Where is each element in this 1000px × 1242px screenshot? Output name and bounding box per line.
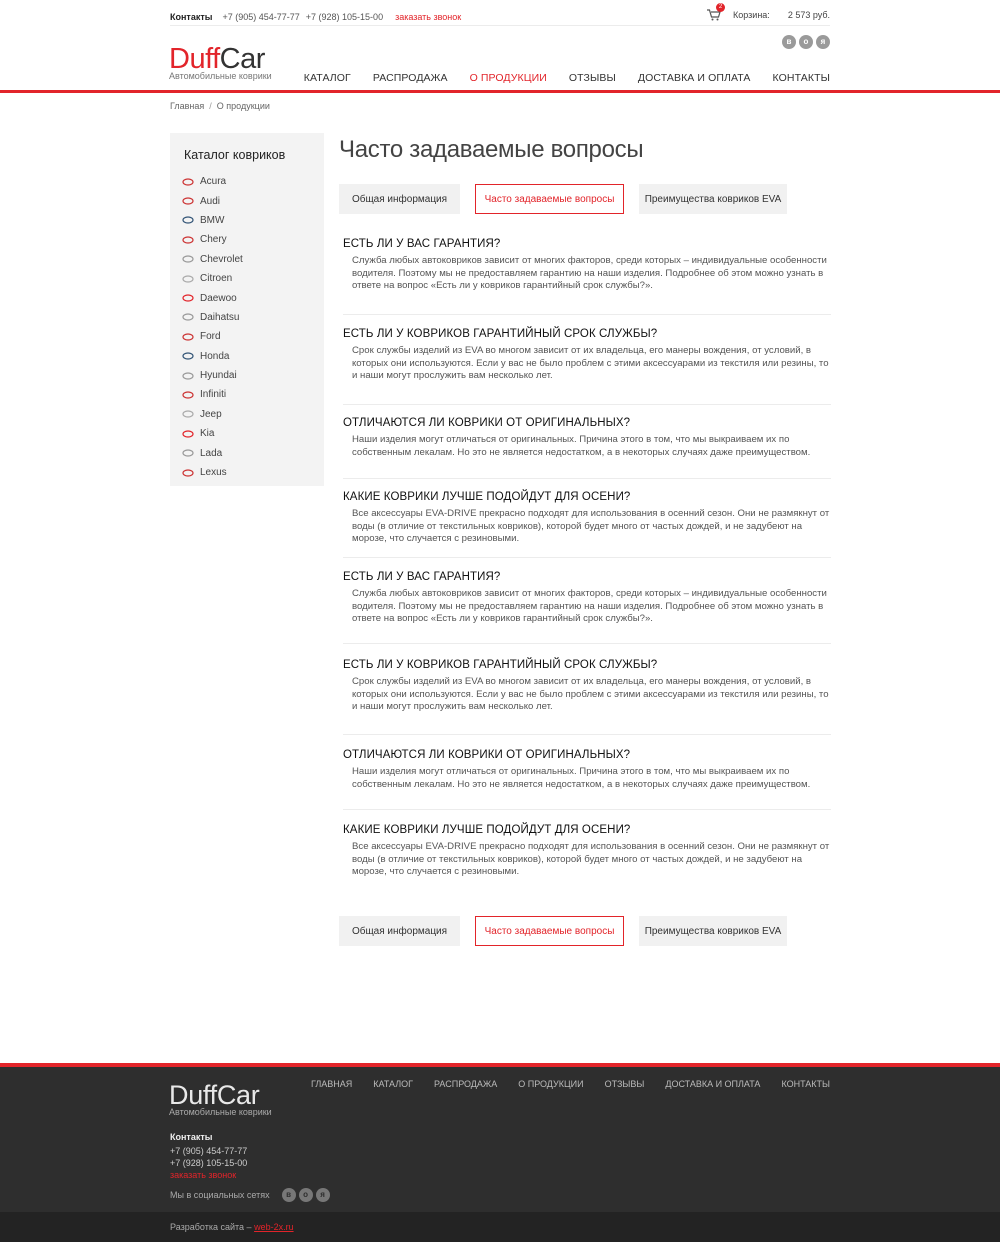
vk-icon[interactable]: в [282,1188,296,1202]
tab-general-info[interactable]: Общая информация [339,916,460,946]
brand-logo-icon [182,429,194,439]
tab-faq[interactable]: Часто задаваемые вопросы [475,916,624,946]
brand-logo-icon [182,274,194,284]
nav-sale[interactable]: РАСПРОДАЖА [372,72,448,84]
sidebar-brand-label: Kia [200,428,215,440]
sidebar-brand-citroen[interactable] [182,269,324,288]
sidebar-brand-label: Lexus [200,467,227,479]
cart-icon[interactable] [707,4,723,21]
footer-nav-delivery[interactable]: ДОСТАВКА И ОПЛАТА [665,1079,761,1089]
footer-phone-2[interactable]: +7 (928) 105-15-00 [170,1158,248,1168]
faq-question[interactable]: КАКИЕ КОВРИКИ ЛУЧШЕ ПОДОЙДУТ ДЛЯ ОСЕНИ? [343,491,631,503]
sidebar-brand-label: Chevrolet [200,253,243,265]
page-title: Часто задаваемые вопросы [339,136,644,163]
footer-social [170,1188,330,1202]
sidebar-brand-lada[interactable] [182,443,324,462]
nav-delivery[interactable]: ДОСТАВКА И ОПЛАТА [637,72,751,84]
faq-question[interactable]: КАКИЕ КОВРИКИ ЛУЧШЕ ПОДОЙДУТ ДЛЯ ОСЕНИ? [343,824,631,836]
brand-logo-icon [182,468,194,478]
brand-logo-icon [182,196,194,206]
sidebar-brand-daewoo[interactable] [182,288,324,307]
ok-icon[interactable]: о [799,35,813,49]
sidebar-brand-label: Citroen [200,273,233,285]
faq-item [339,417,831,459]
faq-divider [343,809,831,810]
faq-question[interactable]: ЕСТЬ ЛИ У ВАС ГАРАНТИЯ? [343,571,501,583]
footer-contacts-label: Контакты [170,1132,213,1142]
faq-answer: Все аксессуары EVA-DRIVE прекрасно подходят для использования в осенний сезон. Они не размякнут от воды (в отличие от текстильных ковриков), которой будет много от частых дождей, и не задубеют на морозе, что случается с резиновыми. [352,508,830,544]
sidebar-brand-bmw[interactable] [182,211,324,230]
breadcrumb-current: О продукции [216,101,270,111]
breadcrumb-home[interactable]: Главная [170,101,205,111]
faq-answer: Срок службы изделий из EVA во многом зависит от их владельца, его манеры вождения, от условий, в которых они используются. Если у вас не было проблем с этими аксессуарами из текстиля или резины, то и наши могут прослужить вам несколько лет. [352,345,829,381]
faq-item [339,659,831,714]
header-red-line [0,90,1000,93]
footer-nav-contacts[interactable]: КОНТАКТЫ [781,1079,830,1089]
sidebar-brand-chery[interactable] [182,230,324,249]
sidebar-brand-label: Honda [200,350,230,362]
tab-faq[interactable]: Часто задаваемые вопросы [475,184,624,214]
phone-2[interactable]: +7 (928) 105-15-00 [305,12,384,22]
tab-general-info[interactable]: Общая информация [339,184,460,214]
footer-phone-1[interactable]: +7 (905) 454-77-77 [170,1146,248,1156]
breadcrumb-separator: / [209,101,212,111]
sidebar-brand-infiniti[interactable] [182,385,324,404]
logo[interactable] [169,44,272,81]
contacts-label: Контакты [170,12,213,22]
sidebar-title: Каталог ковриков [184,148,286,162]
faq-divider [343,314,831,315]
logo-part-2: Car [219,43,265,75]
brand-logo-icon [182,332,194,342]
catalog-sidebar [170,133,324,486]
faq-answer: Служба любых автоковриков зависит от многих факторов, среди которых – индивидуальные особенности водителя. Поэтому мы не предоставляем гарантию на наши изделия. Подробнее об этом можно узнать в ответе на вопрос «Есть ли у ковриков гарантийный срок службы?». [352,588,827,624]
sidebar-brand-label: Daewoo [200,292,237,304]
faq-divider [343,478,831,479]
footer-nav-sale[interactable]: РАСПРОДАЖА [434,1079,498,1089]
faq-divider [343,557,831,558]
brand-list [170,172,324,482]
developer-credit [170,1222,294,1232]
faq-answer: Все аксессуары EVA-DRIVE прекрасно подходят для использования в осенний сезон. Они не размякнут от воды (в отличие от текстильных ковриков), которой будет много от частых дождей, и не задубеют на морозе, что случается с резиновыми. [352,841,830,877]
faq-answer: Служба любых автоковриков зависит от многих факторов, среди которых – индивидуальные особенности водителя. Поэтому мы не предоставляем гарантию на наши изделия. Подробнее об этом можно узнать в ответе на вопрос «Есть ли у ковриков гарантийный срок службы?». [352,255,827,291]
brand-logo-icon [182,448,194,458]
footer-nav-about[interactable]: О ПРОДУКЦИИ [518,1079,584,1089]
sidebar-brand-acura[interactable] [182,172,324,191]
cart-count-badge: 2 [716,3,725,12]
brand-logo-icon [182,235,194,245]
sidebar-brand-kia[interactable] [182,424,324,443]
tab-eva-advantages[interactable]: Преимущества ковриков EVA [639,184,787,214]
brand-logo-icon [182,351,194,361]
sidebar-brand-lexus[interactable] [182,463,324,482]
phone-1[interactable]: +7 (905) 454-77-77 [222,12,300,22]
breadcrumb [170,101,270,111]
sidebar-brand-daihatsu[interactable] [182,308,324,327]
faq-item [339,824,831,879]
brand-logo-icon [182,390,194,400]
brand-logo-icon [182,293,194,303]
brand-logo-icon [182,312,194,322]
sidebar-brand-label: Audi [200,195,221,207]
footer-nav-home[interactable]: ГЛАВНАЯ [310,1079,353,1089]
faq-divider [343,643,831,644]
developer-label: Разработка сайта – [170,1222,252,1232]
sidebar-brand-label: BMW [200,214,225,226]
footer-logo-subtitle: Автомобильные коврики [169,1107,272,1117]
faq-item [339,749,831,791]
faq-answer: Наши изделия могут отличаться от оригинальных. Причина этого в том, что мы выкраиваем их по собственным лекалам. Но это не является недостатком, а в некоторых случаях даже преимуществом. [352,434,811,458]
header-social-links [782,35,830,49]
footer-nav [290,1079,830,1089]
cart-amount: 2 573 руб. [787,10,830,20]
brand-logo-icon [182,254,194,264]
footer-bottom [0,1212,1000,1242]
faq-question[interactable]: ЕСТЬ ЛИ У КОВРИКОВ ГАРАНТИЙНЫЙ СРОК СЛУЖБЫ? [343,328,658,340]
top-divider [170,25,830,26]
faq-question[interactable]: ЕСТЬ ЛИ У ВАС ГАРАНТИЯ? [343,238,501,250]
sidebar-brand-audi[interactable] [182,191,324,210]
nav-reviews[interactable]: ОТЗЫВЫ [568,72,616,84]
logo-part-1: Duff [169,43,220,75]
footer-logo-text: DuffCar [169,1080,260,1110]
nav-catalog[interactable]: КАТАЛОГ [303,72,351,84]
sidebar-brand-label: Jeep [200,408,222,420]
yandex-icon[interactable]: я [816,35,830,49]
callback-link[interactable]: заказать звонок [395,12,462,22]
faq-answer: Срок службы изделий из EVA во многом зависит от их владельца, его манеры вождения, от условий, в которых они используются. Если у вас не было проблем с этими аксессуарами из текстиля или резины, то и наши могут прослужить вам несколько лет. [352,676,829,712]
footer-logo[interactable] [169,1080,272,1117]
sidebar-brand-label: Lada [200,447,223,459]
sidebar-brand-ford[interactable] [182,327,324,346]
top-bar [170,4,830,25]
developer-link[interactable]: web-2x.ru [254,1222,294,1232]
faq-question[interactable]: ОТЛИЧАЮТСЯ ЛИ КОВРИКИ ОТ ОРИГИНАЛЬНЫХ? [343,417,631,429]
faq-item [339,238,831,293]
tab-eva-advantages[interactable]: Преимущества ковриков EVA [639,916,787,946]
faq-question[interactable]: ОТЛИЧАЮТСЯ ЛИ КОВРИКИ ОТ ОРИГИНАЛЬНЫХ? [343,749,631,761]
sidebar-brand-chevrolet[interactable] [182,250,324,269]
brand-logo-icon [182,409,194,419]
sidebar-brand-label: Hyundai [200,370,237,382]
faq-divider [343,734,831,735]
sidebar-brand-label: Infiniti [200,389,227,401]
nav-contacts[interactable]: КОНТАКТЫ [772,72,830,84]
sidebar-brand-label: Daihatsu [200,311,240,323]
faq-answer: Наши изделия могут отличаться от оригинальных. Причина этого в том, что мы выкраиваем их по собственным лекалам. Но это не является недостатком, а в некоторых случаях даже преимуществом. [352,766,811,790]
main-nav [293,70,830,90]
ok-icon[interactable]: о [299,1188,313,1202]
nav-about-products[interactable]: О ПРОДУКЦИИ [459,70,558,90]
faq-divider [343,404,831,405]
sidebar-brand-label: Ford [200,331,221,343]
sidebar-brand-hyundai[interactable] [182,366,324,385]
faq-item [339,571,831,626]
brand-logo-icon [182,215,194,225]
footer-social-label: Мы в социальных сетях [170,1190,270,1200]
brand-logo-icon [182,371,194,381]
yandex-icon[interactable]: я [316,1188,330,1202]
sidebar-brand-honda[interactable] [182,347,324,366]
sidebar-brand-jeep[interactable] [182,405,324,424]
footer-contacts [170,1131,247,1181]
logo-subtitle: Автомобильные коврики [169,71,272,81]
footer-nav-catalog[interactable]: КАТАЛОГ [373,1079,414,1089]
faq-item [339,328,831,383]
sidebar-brand-label: Acura [200,176,227,188]
cart[interactable] [707,4,830,21]
vk-icon[interactable]: в [782,35,796,49]
cart-label: Корзина: [733,10,770,20]
footer-nav-reviews[interactable]: ОТЗЫВЫ [604,1079,645,1089]
faq-item [339,491,831,546]
brand-logo-icon [182,177,194,187]
sidebar-brand-label: Chery [200,234,227,246]
tabs-bottom [339,916,787,946]
tabs-top [339,184,787,214]
faq-question[interactable]: ЕСТЬ ЛИ У КОВРИКОВ ГАРАНТИЙНЫЙ СРОК СЛУЖБЫ? [343,659,658,671]
footer-callback-link[interactable]: заказать звонок [170,1170,237,1180]
